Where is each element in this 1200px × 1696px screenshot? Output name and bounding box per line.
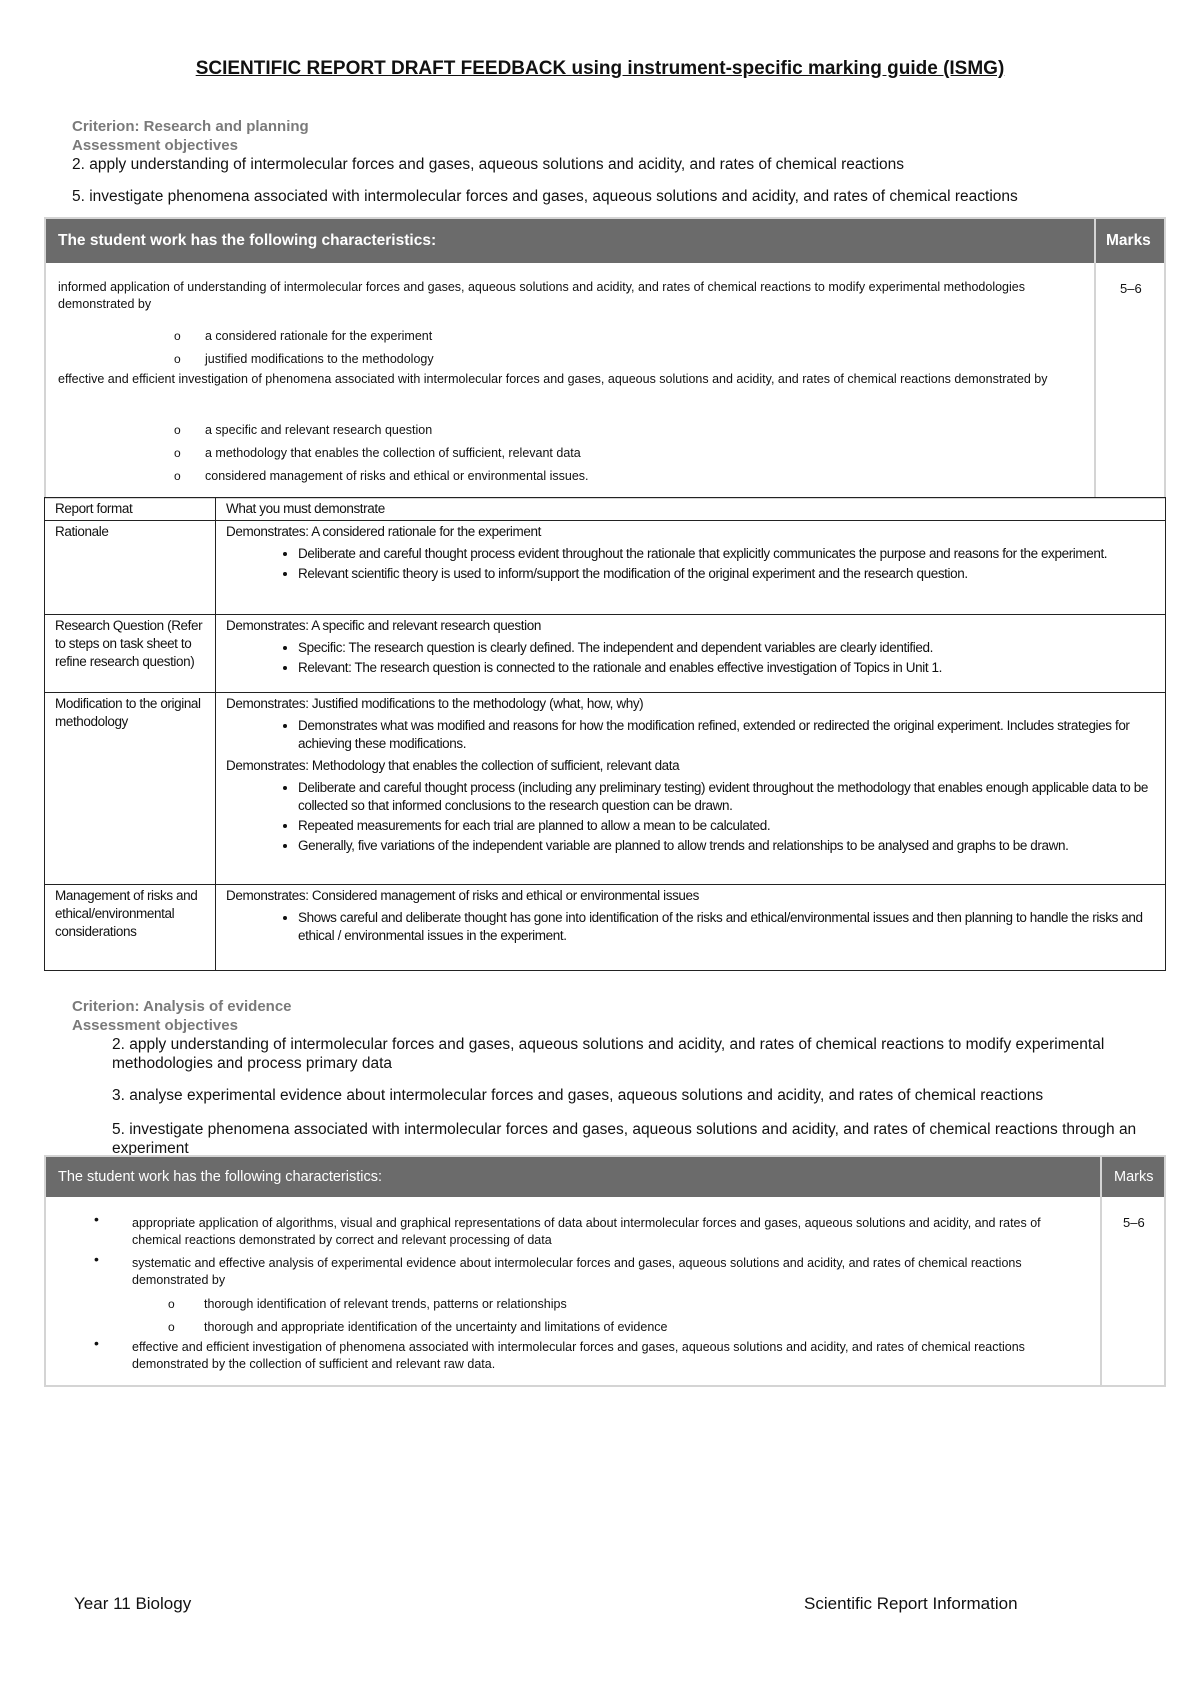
objective-5: 5. investigate phenomena associated with intermolecular forces and gases, aqueous solutions and acidity, and rates of chemical reactions through an experiment (112, 1121, 1137, 1157)
sub-item: thorough identification of relevant trends, patterns or relationships (204, 1297, 567, 1311)
table-row (45, 521, 1166, 615)
assessment-objectives-heading: Assessment objectives (72, 1017, 238, 1034)
circle-bullet: o (174, 469, 181, 483)
list-item: • Relevant scientific theory is used to inform/support the modification of the original experiment and the research question. (298, 565, 1155, 583)
list-item: • Generally, five variations of the independent variable are planned to allow trends and relationships to be analysed and graphs to be drawn. (298, 837, 1155, 855)
bullet-list (226, 779, 1155, 855)
marks-header-label: Marks (1114, 1169, 1154, 1185)
table-header-cell: Report format (45, 498, 216, 521)
characteristics-table-research (44, 217, 1166, 499)
objective-2: 2. apply understanding of intermolecular forces and gases, aqueous solutions and acidity, and rates of chemical reactions to modify experimental methodologies and process primary data (112, 1036, 1105, 1072)
bullet-list (226, 639, 1155, 677)
objective-2: 2. apply understanding of intermolecular forces and gases, aqueous solutions and acidity, and rates of chemical reactions (72, 156, 905, 173)
table-row (45, 615, 1166, 693)
row-content (216, 885, 1166, 971)
characteristic-bullet: appropriate application of algorithms, visual and graphical representations of data about intermolecular forces and gases, aqueous solutions and acidity, and rates of chemical reactions demonstrated by correct and relevant processing of data (132, 1216, 1041, 1247)
characteristics-table-analysis (44, 1155, 1166, 1387)
characteristic-paragraph: effective and efficient investigation of phenomena associated with intermolecular forces and gases, aqueous solutions and acidity, and rates of chemical reactions demonstrated by (58, 372, 1048, 386)
bullet-marker: • (94, 1335, 99, 1351)
list-item: • Demonstrates what was modified and reasons for how the modification refined, extended or redirected the original experiment. Includes strategies for achieving these modifications. (298, 717, 1155, 753)
demonstrates-line: Demonstrates: Methodology that enables the collection of sufficient, relevant data (226, 758, 680, 773)
sub-item: justified modifications to the methodology (205, 352, 434, 366)
assessment-objectives-heading: Assessment objectives (72, 137, 238, 154)
marks-header-label: Marks (1106, 232, 1151, 249)
list-item: • Repeated measurements for each trial are planned to allow a mean to be calculated. (298, 817, 1155, 835)
bullet-list (226, 909, 1155, 945)
characteristics-header (46, 219, 1164, 263)
criterion-analysis-evidence: Criterion: Analysis of evidence (72, 998, 292, 1015)
document-title: SCIENTIFIC REPORT DRAFT FEEDBACK using instrument-specific marking guide (ISMG) (195, 58, 1005, 79)
characteristic-bullet: systematic and effective analysis of experimental evidence about intermolecular forces and gases, aqueous solutions and acidity, and rates of chemical reactions demonstrated by (132, 1256, 1022, 1287)
characteristics-header-label: The student work has the following characteristics: (58, 1169, 382, 1185)
bullet-list (226, 717, 1155, 753)
circle-bullet: o (174, 352, 181, 366)
row-content (216, 615, 1166, 693)
circle-bullet: o (174, 329, 181, 343)
sub-item: a specific and relevant research question (205, 423, 433, 437)
circle-bullet: o (168, 1297, 175, 1311)
table-row (45, 885, 1166, 971)
list-item: • Deliberate and careful thought process evident throughout the rationale that explicitly communicates the purpose and reasons for the experiment. (298, 545, 1155, 563)
circle-bullet: o (168, 1320, 175, 1334)
circle-bullet: o (174, 423, 181, 437)
footer-left: Year 11 Biology (74, 1594, 192, 1613)
sub-item: a considered rationale for the experiment (205, 329, 433, 343)
sub-item: thorough and appropriate identification of the uncertainty and limitations of evidence (204, 1320, 668, 1334)
objective-3: 3. analyse experimental evidence about intermolecular forces and gases, aqueous solutions and acidity, and rates of chemical reactions (112, 1087, 1044, 1104)
characteristic-paragraph: informed application of understanding of intermolecular forces and gases, aqueous solutions and acidity, and rates of chemical reactions to modify experimental methodologies demonstrated by (58, 280, 1025, 311)
column-divider (1100, 1157, 1102, 1385)
row-content (216, 521, 1166, 615)
row-label: Rationale (45, 521, 216, 615)
demonstrates-line: Demonstrates: Justified modifications to the methodology (what, how, why) (226, 696, 644, 711)
criterion-research-planning: Criterion: Research and planning (72, 118, 309, 135)
characteristics-header-label: The student work has the following characteristics: (58, 232, 437, 249)
table-row (45, 498, 1166, 521)
demonstrates-line: Demonstrates: A specific and relevant research question (226, 618, 541, 633)
table-header-cell: What you must demonstrate (216, 498, 1166, 521)
row-label: Management of risks and ethical/environmental considerations (45, 885, 216, 971)
bullet-marker: • (94, 1211, 99, 1227)
sub-item: a methodology that enables the collection of sufficient, relevant data (205, 446, 581, 460)
demonstrates-line: Demonstrates: Considered management of risks and ethical or environmental issues (226, 888, 699, 903)
row-label: Modification to the original methodology (45, 693, 216, 885)
table-row (45, 693, 1166, 885)
footer-right: Scientific Report Information (804, 1594, 1018, 1613)
objective-5: 5. investigate phenomena associated with intermolecular forces and gases, aqueous solutions and acidity, and rates of chemical reactions (72, 188, 1018, 205)
characteristics-header (46, 1157, 1164, 1197)
list-item: • Specific: The research question is clearly defined. The independent and dependent variables are clearly identified. (298, 639, 1155, 657)
bullet-list (226, 545, 1155, 583)
circle-bullet: o (174, 446, 181, 460)
sub-item: considered management of risks and ethical or environmental issues. (205, 469, 589, 483)
marks-value: 5–6 (1123, 1215, 1145, 1230)
marks-value: 5–6 (1120, 281, 1142, 296)
bullet-marker: • (94, 1251, 99, 1267)
list-item: • Deliberate and careful thought process (including any preliminary testing) evident throughout the methodology that enables enough applicable data to be collected so that informed conclusions to the research question can be drawn. (298, 779, 1155, 815)
demonstrates-line: Demonstrates: A considered rationale for the experiment (226, 524, 541, 539)
row-content (216, 693, 1166, 885)
column-divider (1094, 219, 1096, 497)
list-item: • Shows careful and deliberate thought has gone into identification of the risks and ethical/environmental issues and then planning to handle the risks and ethical / environmental issues in the experiment. (298, 909, 1155, 945)
row-label: Research Question (Refer to steps on task sheet to refine research question) (45, 615, 216, 693)
list-item: • Relevant: The research question is connected to the rationale and enables effective investigation of Topics in Unit 1. (298, 659, 1155, 677)
characteristic-bullet: effective and efficient investigation of phenomena associated with intermolecular forces and gases, aqueous solutions and acidity, and rates of chemical reactions demonstrated by the collection of sufficient and relevant raw data. (132, 1340, 1025, 1371)
report-format-table (44, 497, 1166, 971)
